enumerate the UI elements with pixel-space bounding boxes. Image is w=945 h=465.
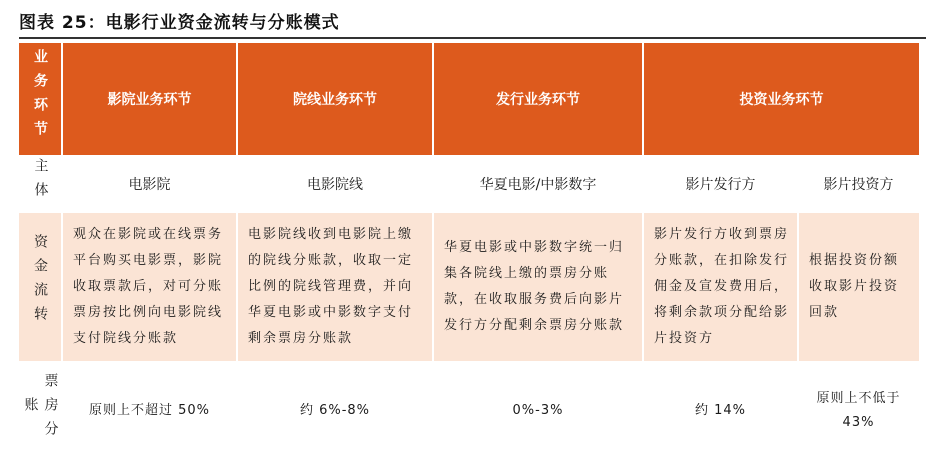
header-row [19, 43, 919, 155]
flow-row-label: 资金流转 [19, 213, 62, 361]
header-distribution: 发行业务环节 [433, 43, 643, 155]
flow-cinema: 观众在影院或在线票务平台购买电影票，影院收取票款后，对可分账票房按比例向电影院线支付院线分账款 [62, 213, 237, 361]
share-row-label: 票房分账 [19, 361, 62, 460]
flow-row [19, 213, 919, 361]
revenue-flow-table [19, 43, 919, 460]
subject-chain: 电影院线 [237, 155, 433, 213]
subject-china-film: 华夏电影/中影数字 [433, 155, 643, 213]
header-cinema: 影院业务环节 [62, 43, 237, 155]
share-distributor: 约 14% [643, 361, 798, 460]
flow-distributor: 影片发行方收到票房分账款，在扣除发行佣金及宣发费用后，将剩余款项分配给影片投资方 [643, 213, 798, 361]
share-investor: 原则上不低于 43% [798, 361, 919, 460]
flow-china-film: 华夏电影或中影数字统一归集各院线上缴的票房分账款，在收取服务费后向影片发行方分配剩余票房分账款 [433, 213, 643, 361]
subject-row [19, 155, 919, 213]
flow-chain: 电影院线收到电影院上缴的院线分账款，收取一定比例的院线管理费，并向华夏电影或中影数字支付剩余票房分账款 [237, 213, 433, 361]
share-china-film: 0%-3% [433, 361, 643, 460]
header-row-label: 业务环节 [19, 43, 62, 155]
subject-investor: 影片投资方 [798, 155, 919, 213]
share-row [19, 361, 919, 460]
figure-title: 图表 25：电影行业资金流转与分账模式 [19, 13, 340, 33]
subject-distributor: 影片发行方 [643, 155, 798, 213]
share-chain: 约 6%-8% [237, 361, 433, 460]
header-chain: 院线业务环节 [237, 43, 433, 155]
subject-row-label: 主体 [19, 155, 62, 213]
subject-cinema: 电影院 [62, 155, 237, 213]
title-rule [19, 37, 926, 39]
header-investment: 投资业务环节 [643, 43, 919, 155]
share-cinema: 原则上不超过 50% [62, 361, 237, 460]
flow-investor: 根据投资份额收取影片投资回款 [798, 213, 919, 361]
